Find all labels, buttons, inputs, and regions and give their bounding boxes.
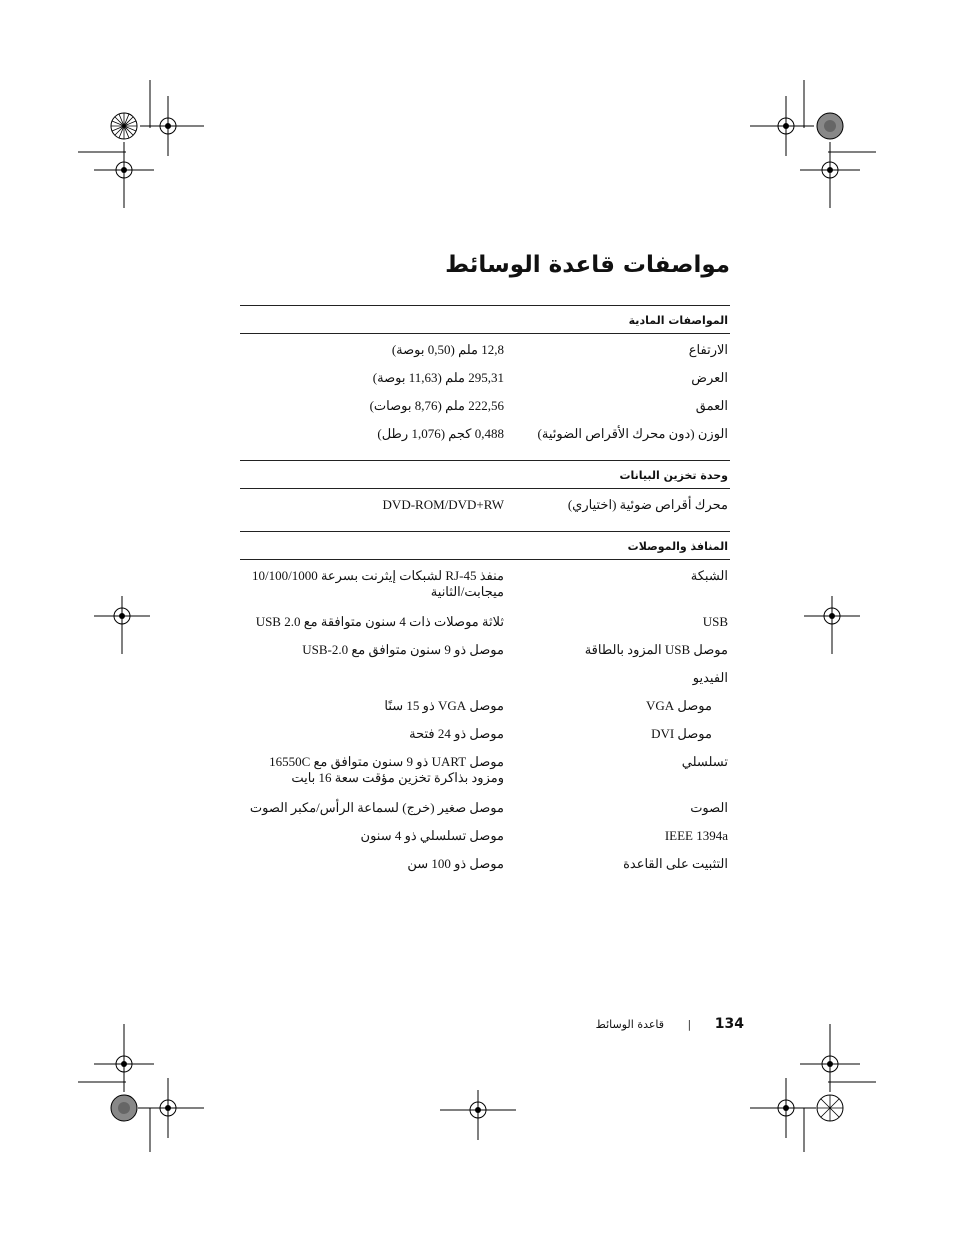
table-row — [240, 606, 730, 634]
table-row — [240, 560, 730, 606]
row-value: موصل UART ذو 9 سنون متوافق مع 16550C ومزود بذاكرة تخزين مؤقت سعة 16 بايت — [269, 754, 504, 785]
row-label: الارتفاع — [688, 342, 728, 357]
row-value: موصل صغير (خرج) لسماعة الرأس/مكبر الصوت — [249, 800, 504, 815]
row-value: موصل ذو 9 سنون متوافق مع USB-2.0 — [302, 642, 504, 657]
row-value: DVD-ROM/DVD+RW — [382, 497, 504, 512]
table-row — [240, 334, 730, 362]
footer-section-title: قاعدة الوسائط — [595, 1018, 665, 1031]
table-row — [240, 634, 730, 662]
table-row — [240, 418, 730, 446]
row-label: العمق — [695, 398, 728, 413]
section-heading: وحدة تخزين البيانات — [240, 460, 730, 489]
ports-specs-table — [240, 531, 730, 876]
section-heading: المواصفات المادية — [240, 305, 730, 334]
page-footer — [560, 1016, 744, 1032]
row-label: موصل DVI — [651, 726, 712, 741]
row-label: الفيديو — [692, 670, 728, 685]
table-row — [240, 718, 730, 746]
table-row — [240, 848, 730, 876]
row-value: 295,31 ملم (11,63 بوصة) — [372, 370, 504, 385]
table-row — [240, 662, 730, 690]
row-label: الصوت — [690, 800, 728, 815]
row-label: الوزن (دون محرك الأقراص الضوئية) — [537, 426, 728, 441]
page-title: مواصفات قاعدة الوسائط — [445, 252, 730, 278]
table-row — [240, 489, 730, 517]
table-row — [240, 792, 730, 820]
row-value: 222,56 ملم (8,76 بوصات) — [369, 398, 504, 413]
row-label: التثبيت على القاعدة — [623, 856, 728, 871]
row-value: 0,488 كجم (1,076 رطل) — [377, 426, 504, 441]
row-value: موصل VGA ذو 15 سنًا — [384, 698, 504, 713]
registration-mark-bottom-left — [78, 1024, 218, 1154]
row-value: موصل ذو 24 فتحة — [409, 726, 504, 741]
registration-mark-top-left — [78, 80, 218, 210]
row-label: IEEE 1394a — [664, 828, 728, 843]
row-value: منفذ RJ-45 لشبكات إيثرنت بسرعة 10/100/1000 ميجابت/الثانية — [251, 568, 504, 599]
row-label: العرض — [691, 370, 728, 385]
registration-mark-top-right — [736, 80, 876, 210]
table-row — [240, 820, 730, 848]
table-row — [240, 362, 730, 390]
row-label: الشبكة — [690, 568, 728, 583]
table-row — [240, 390, 730, 418]
row-label: موصل VGA — [646, 698, 712, 713]
row-label: USB — [702, 614, 728, 629]
table-row — [240, 746, 730, 792]
row-label: محرك أقراص ضوئية (اختياري) — [567, 497, 728, 512]
page-number: 134 — [714, 1016, 744, 1032]
storage-specs-table — [240, 460, 730, 517]
row-value: 12,8 ملم (0,50 بوصة) — [391, 342, 504, 357]
registration-mark-bottom-center — [438, 1090, 518, 1150]
row-label: موصل USB المزود بالطاقة — [584, 642, 728, 657]
row-value: موصل ذو 100 سن — [407, 856, 504, 871]
row-label: تسلسلي — [681, 754, 728, 769]
registration-mark-mid-right — [802, 596, 862, 656]
section-heading: المنافذ والموصلات — [240, 531, 730, 560]
row-value: موصل تسلسلي ذو 4 سنون — [360, 828, 504, 843]
physical-specs-table — [240, 305, 730, 446]
registration-mark-bottom-right — [736, 1024, 876, 1154]
table-row — [240, 690, 730, 718]
footer-separator: | — [687, 1018, 692, 1031]
row-value: ثلاثة موصلات ذات 4 سنون متوافقة مع USB 2.0 — [255, 614, 504, 629]
registration-mark-mid-left — [92, 596, 152, 656]
